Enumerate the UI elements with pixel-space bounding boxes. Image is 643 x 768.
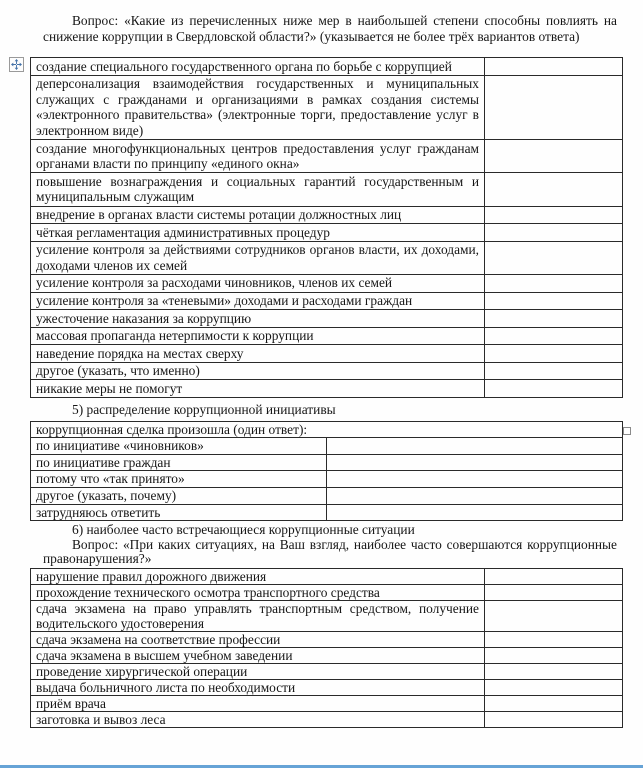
table-row <box>31 362 623 380</box>
option-text-cell: по инициативе граждан <box>31 454 327 471</box>
situations-table <box>30 568 623 728</box>
option-text-cell: нарушение правил дорожного движения <box>31 569 485 585</box>
answer-cell[interactable] <box>485 696 623 712</box>
answer-cell[interactable] <box>485 585 623 601</box>
table-row <box>31 585 623 601</box>
answer-cell[interactable] <box>327 438 623 455</box>
answer-cell[interactable] <box>485 241 623 274</box>
table-row <box>31 632 623 648</box>
table-row <box>31 345 623 363</box>
option-text-cell: чёткая регламентация административных процедур <box>31 224 485 242</box>
table-row <box>31 504 623 521</box>
answer-cell[interactable] <box>485 648 623 664</box>
question-measures-paragraph: Вопрос: «Какие из перечисленных ниже мер в наибольшей степени способны повлиять на снижение коррупции в Свердловской области?» (указывается не более трёх вариантов ответа) <box>43 13 617 44</box>
table-row <box>31 274 623 292</box>
answer-cell[interactable] <box>327 471 623 488</box>
option-text-cell: сдача экзамена на право управлять транспортным средством, получение водительского удостоверения <box>31 601 485 632</box>
table-row <box>31 712 623 728</box>
table-resize-handle-icon[interactable] <box>623 427 631 435</box>
option-text-cell: другое (указать, что именно) <box>31 362 485 380</box>
answer-cell[interactable] <box>327 488 623 505</box>
table-row <box>31 224 623 242</box>
option-text-cell: проведение хирургической операции <box>31 664 485 680</box>
table-row <box>31 438 623 455</box>
option-text-cell: другое (указать, почему) <box>31 488 327 505</box>
table-row <box>31 310 623 328</box>
question-situations-paragraph: Вопрос: «При каких ситуациях, на Ваш взгляд, наиболее часто совершаются коррупционные правонарушения?» <box>43 536 617 567</box>
option-text-cell: наведение порядка на местах сверху <box>31 345 485 363</box>
answer-cell[interactable] <box>485 632 623 648</box>
table-row <box>31 75 623 139</box>
option-text-cell: деперсонализация взаимодействия государственных и муниципальных служащих с гражданами и организациями в рамках создания системы «электронного правительства» (электронные торги, предоставление услуг в электронном виде) <box>31 75 485 139</box>
option-text-cell: усиление контроля за «теневыми» доходами и расходами граждан <box>31 292 485 310</box>
answer-cell[interactable] <box>485 380 623 398</box>
option-text-cell: ужесточение наказания за коррупцию <box>31 310 485 328</box>
table-row <box>31 140 623 173</box>
table-row <box>31 471 623 488</box>
option-text-cell: усиление контроля за действиями сотрудников органов власти, их доходами, доходами членов их семей <box>31 241 485 274</box>
table-row <box>31 648 623 664</box>
section-6-heading: 6) наиболее часто встречающиеся коррупционные ситуации <box>72 522 415 538</box>
answer-cell[interactable] <box>485 680 623 696</box>
answer-cell[interactable] <box>485 75 623 139</box>
answer-cell[interactable] <box>485 327 623 345</box>
table-header-cell: коррупционная сделка произошла (один ответ): <box>31 421 623 438</box>
table-row <box>31 601 623 632</box>
answer-cell[interactable] <box>485 601 623 632</box>
answer-cell[interactable] <box>485 140 623 173</box>
answer-cell[interactable] <box>485 224 623 242</box>
table-row <box>31 292 623 310</box>
option-text-cell: создание специального государственного органа по борьбе с коррупцией <box>31 58 485 76</box>
answer-cell[interactable] <box>485 569 623 585</box>
option-text-cell: прохождение технического осмотра транспортного средства <box>31 585 485 601</box>
answer-cell[interactable] <box>485 206 623 224</box>
table-row <box>31 380 623 398</box>
table-row <box>31 696 623 712</box>
option-text-cell: сдача экзамена в высшем учебном заведении <box>31 648 485 664</box>
option-text-cell: сдача экзамена на соответствие профессии <box>31 632 485 648</box>
option-text-cell: приём врача <box>31 696 485 712</box>
table-row <box>31 680 623 696</box>
option-text-cell: массовая пропаганда нетерпимости к коррупции <box>31 327 485 345</box>
table-row <box>31 173 623 206</box>
table-row <box>31 206 623 224</box>
table-row <box>31 664 623 680</box>
answer-cell[interactable] <box>327 454 623 471</box>
measures-table <box>30 57 623 398</box>
table-row <box>31 241 623 274</box>
answer-cell[interactable] <box>485 310 623 328</box>
option-text-cell: выдача больничного листа по необходимости <box>31 680 485 696</box>
answer-cell[interactable] <box>485 58 623 76</box>
option-text-cell: никакие меры не помогут <box>31 380 485 398</box>
table-row <box>31 454 623 471</box>
answer-cell[interactable] <box>485 712 623 728</box>
option-text-cell: потому что «так принято» <box>31 471 327 488</box>
answer-cell[interactable] <box>485 362 623 380</box>
option-text-cell: внедрение в органах власти системы ротации должностных лиц <box>31 206 485 224</box>
table-header-row <box>31 421 623 438</box>
initiative-table <box>30 421 623 522</box>
option-text-cell: затрудняюсь ответить <box>31 504 327 521</box>
option-text-cell: повышение вознаграждения и социальных гарантий государственным и муниципальным служащим <box>31 173 485 206</box>
table-row <box>31 58 623 76</box>
option-text-cell: по инициативе «чиновников» <box>31 438 327 455</box>
section-5-heading: 5) распределение коррупционной инициативы <box>72 402 336 418</box>
option-text-cell: усиление контроля за расходами чиновников, членов их семей <box>31 274 485 292</box>
answer-cell[interactable] <box>485 664 623 680</box>
table-row <box>31 327 623 345</box>
table-row <box>31 488 623 505</box>
table-row <box>31 569 623 585</box>
answer-cell[interactable] <box>327 504 623 521</box>
option-text-cell: создание многофункциональных центров предоставления услуг гражданам органами власти по принципу «единого окна» <box>31 140 485 173</box>
answer-cell[interactable] <box>485 292 623 310</box>
answer-cell[interactable] <box>485 345 623 363</box>
answer-cell[interactable] <box>485 173 623 206</box>
answer-cell[interactable] <box>485 274 623 292</box>
option-text-cell: заготовка и вывоз леса <box>31 712 485 728</box>
